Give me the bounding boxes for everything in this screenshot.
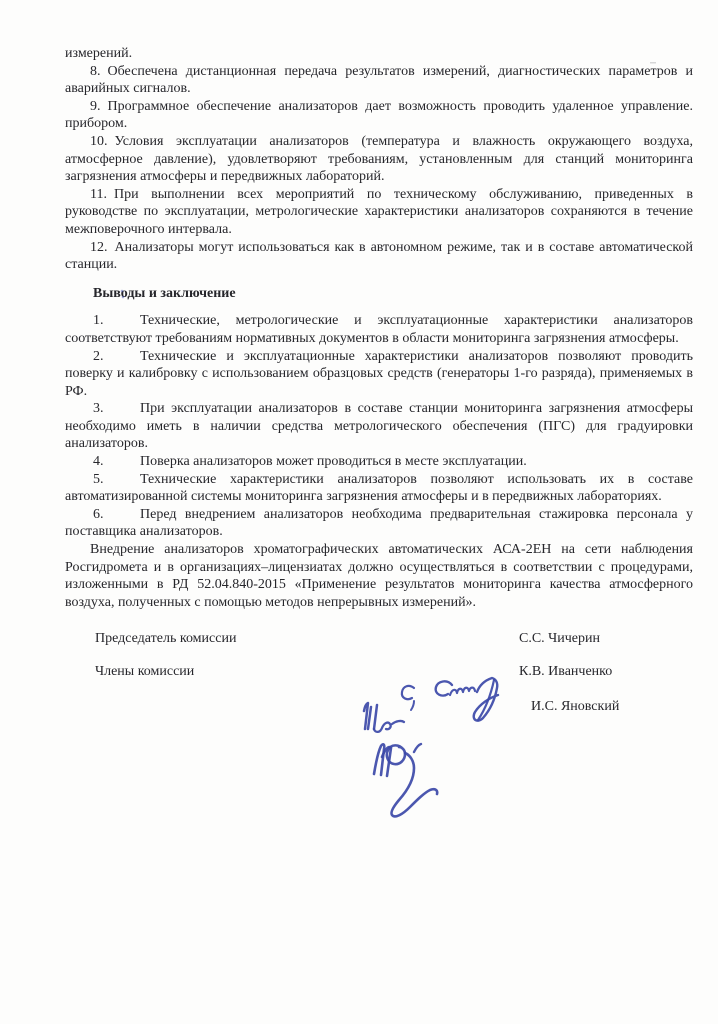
item-number: 2.	[93, 348, 104, 364]
conclusion-item-1	[65, 312, 693, 347]
carryover-line: измерений.	[65, 46, 133, 61]
paragraph-text: Обеспечена дистанционная передача результатов измерений, диагностических параметров и аварийных сигналов.	[65, 63, 693, 97]
item-number: 4.	[93, 454, 104, 470]
item-number: 3.	[93, 401, 104, 417]
paragraph-8	[65, 63, 693, 98]
item-text: Технические, метрологические и эксплуатационные характеристики анализаторов соответствуют требованиям нормативных документов в области мониторинга загрязнения атмосферы.	[65, 313, 693, 346]
paragraph-number: 11.	[90, 186, 107, 202]
paragraph-number: 10.	[90, 133, 108, 149]
document-body	[65, 45, 693, 778]
conclusion-item-6	[65, 506, 693, 541]
paragraph-11	[65, 186, 693, 239]
item-text: При эксплуатации анализаторов в составе станции мониторинга загрязнения атмосферы необходимо иметь в наличии средства метрологического обеспечения (ПГС) для градуировки анализаторов.	[65, 401, 693, 452]
signature-name-chicherin: С.С. Чичерин	[519, 631, 601, 647]
item-number: 5.	[93, 471, 104, 487]
paragraph-9	[65, 98, 693, 133]
paragraph-number: 9.	[90, 98, 101, 114]
signature-name-ivanchenko: К.В. Иванченко	[519, 664, 613, 680]
paragraph-text: Анализаторы могут использоваться как в автономном режиме, так и в составе автоматической станции.	[65, 239, 693, 273]
paragraph-10	[65, 133, 693, 186]
item-text: Технические характеристики анализаторов позволяют использовать их в составе автоматизированной системы мониторинга загрязнения атмосферы и в передвижных лабораториях.	[65, 471, 693, 505]
paragraph-text: Программное обеспечение анализаторов дает возможность проводить удаленное управление. прибором.	[65, 98, 693, 132]
conclusion-item-2	[65, 348, 693, 401]
conclusion-item-5	[65, 471, 693, 506]
conclusion-item-3	[65, 400, 693, 453]
item-number: 1.	[93, 313, 104, 329]
conclusions-heading: Выводы и заключение	[93, 285, 236, 301]
item-number: 6.	[93, 506, 104, 522]
paragraph-number: 12.	[90, 239, 108, 255]
item-text: Перед внедрением анализаторов необходима предварительная стажировка персонала у поставщика анализаторов.	[65, 506, 693, 540]
conclusion-item-4	[65, 453, 693, 471]
paragraph-12	[65, 239, 693, 274]
paragraph-number: 8.	[90, 63, 101, 79]
signature-name-yanovsky: И.С. Яновский	[531, 699, 620, 715]
signature-role-chairman: Председатель комиссии	[95, 631, 237, 647]
paragraph-text: При выполнении всех мероприятий по техническому обслуживанию, приведенных в руководстве по эксплуатации, метрологические характеристики анализаторов сохраняются в течение межповерочного интервала.	[65, 186, 693, 237]
item-text: Поверка анализаторов может проводиться в месте эксплуатации.	[140, 454, 527, 470]
closing-paragraph: Внедрение анализаторов хроматографических автоматических АСА-2ЕН на сети наблюдения Росгидромета и в организациях–лицензиатах должно осуществляться в соответствии с процедурами, изложенными в РД 52.04.840-2015 «Применение результатов мониторинга качества атмосферного воздуха, полученных с помощью методов непрерывных измерений».	[65, 542, 693, 610]
signature-role-members: Члены комиссии	[95, 664, 195, 680]
signature-section	[65, 628, 693, 778]
item-text: Технические и эксплуатационные характеристики анализаторов позволяют проводить поверку и калибровку с использованием образцовых средств (генераторы 1-го разряда), применяемых в РФ.	[65, 348, 693, 399]
paragraph-text: Условия эксплуатации анализаторов (температура и влажность окружающего воздуха, атмосферное давление), удовлетворяют требованиям, установленным для станций мониторинга загрязнения атмосферы и передвижных лабораторий.	[65, 133, 693, 185]
